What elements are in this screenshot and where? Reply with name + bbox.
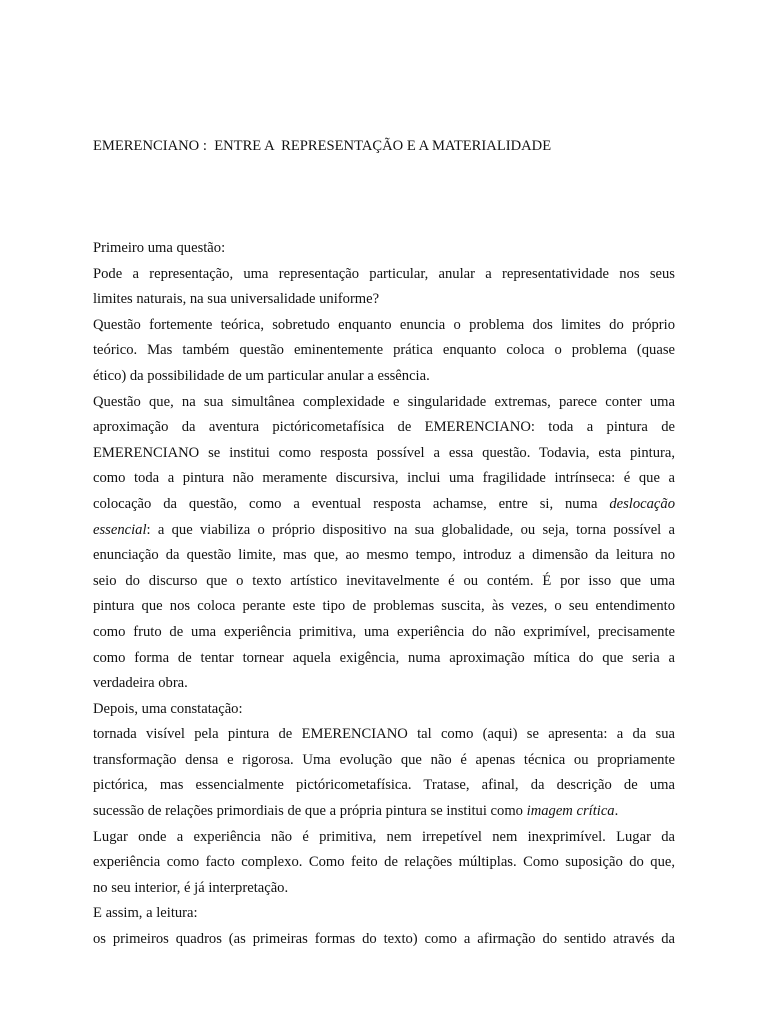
- text-line: [93, 390, 675, 416]
- text-line: [93, 799, 675, 825]
- line-text: no seu interior, é já interpretação.: [93, 879, 289, 896]
- text-line: [93, 492, 675, 518]
- text-line: [93, 338, 675, 364]
- emphasis-text: essencial: [93, 521, 147, 538]
- text-line: [93, 901, 675, 927]
- emphasis-text: deslocação: [609, 495, 675, 512]
- line-text: pintura que nos coloca perante este tipo de problemas suscita, às vezes, o seu entendimento: [93, 598, 675, 615]
- text-line: [93, 287, 675, 313]
- line-text: Pode a representação, uma representação particular, anular a representatividade nos seus: [93, 265, 675, 282]
- emphasis-text: imagem crítica: [526, 803, 615, 820]
- line-text: experiência como facto complexo. Como feito de relações múltiplas. Como suposição do que,: [93, 854, 675, 871]
- line-text: teórico. Mas também questão eminentemente prática enquanto coloca o problema (quase: [93, 342, 675, 359]
- line-text: os primeiros quadros (as primeiras formas do texto) como a afirmação do sentido através da: [93, 931, 675, 948]
- text-line: [93, 518, 675, 544]
- text-line: [93, 927, 675, 953]
- text-line: [93, 569, 675, 595]
- text-line: [93, 620, 675, 646]
- text-line: [93, 671, 675, 697]
- line-text: Lugar onde a experiência não é primitiva, nem irrepetível nem inexprimível. Lugar da: [93, 828, 675, 845]
- line-text: transformação densa e rigorosa. Uma evolução que não é apenas técnica ou propriamente: [93, 751, 675, 768]
- text-line: [93, 850, 675, 876]
- line-text: : a que viabiliza o próprio dispositivo na sua globalidade, ou seja, torna possível a: [146, 521, 675, 538]
- line-text: Depois, uma constatação:: [93, 700, 243, 717]
- line-text: limites naturais, na sua universalidade uniforme?: [93, 291, 380, 308]
- text-line: [93, 262, 675, 288]
- line-text: colocação da questão, como a eventual resposta achamse, entre si, numa: [93, 495, 610, 512]
- line-text: pictórica, mas essencialmente pictóricometafísica. Tratase, afinal, da descrição de uma: [93, 777, 675, 794]
- line-tail: .: [614, 803, 619, 820]
- line-text: Questão que, na sua simultânea complexidade e singularidade extremas, parece conter uma: [93, 393, 675, 410]
- line-text: Primeiro uma questão:: [93, 240, 226, 256]
- line-text: E assim, a leitura:: [93, 905, 198, 922]
- text-line: [93, 543, 675, 569]
- text-line: [93, 825, 675, 851]
- line-text: como toda a pintura não meramente discursiva, inclui uma fragilidade intrínseca: é que a: [93, 470, 675, 487]
- text-line: [93, 313, 675, 339]
- line-text: como forma de tentar tornear aquela exigência, numa aproximação mítica do que seria a: [93, 649, 675, 666]
- line-text: Questão fortemente teórica, sobretudo enquanto enuncia o problema dos limites do próprio: [93, 316, 675, 333]
- document-title: EMERENCIANO : ENTRE A REPRESENTAÇÃO E A MATERIALIDADE: [93, 138, 552, 154]
- text-line: [93, 415, 675, 441]
- line-text: verdadeira obra.: [93, 675, 188, 692]
- text-line: [93, 364, 675, 390]
- text-line: [93, 876, 675, 902]
- line-text: seio do discurso que o texto artístico inevitavelmente é ou contém. É por isso que uma: [93, 572, 675, 589]
- text-line: [93, 697, 675, 723]
- text-line: [93, 441, 675, 467]
- line-text: sucessão de relações primordiais de que a própria pintura se institui como: [93, 803, 527, 820]
- line-text: ético) da possibilidade de um particular anular a essência.: [93, 367, 430, 384]
- text-line: [93, 646, 675, 672]
- text-line: [93, 722, 675, 748]
- text-line: [93, 748, 675, 774]
- text-line: [93, 594, 675, 620]
- text-line: [93, 236, 675, 262]
- document-body: [93, 236, 675, 953]
- line-text: tornada visível pela pintura de EMERENCIANO tal como (aqui) se apresenta: a da sua: [93, 726, 675, 743]
- text-line: [93, 466, 675, 492]
- line-text: enunciação da questão limite, mas que, ao mesmo tempo, introduz a dimensão da leitura no: [93, 547, 675, 564]
- text-line: [93, 773, 675, 799]
- line-text: EMERENCIANO se institui como resposta possível a essa questão. Todavia, esta pintura,: [93, 444, 675, 461]
- line-text: aproximação da aventura pictóricometafísica de EMERENCIANO: toda a pintura de: [93, 419, 675, 436]
- line-text: como fruto de uma experiência primitiva, uma experiência do não exprimível, precisamente: [93, 623, 675, 640]
